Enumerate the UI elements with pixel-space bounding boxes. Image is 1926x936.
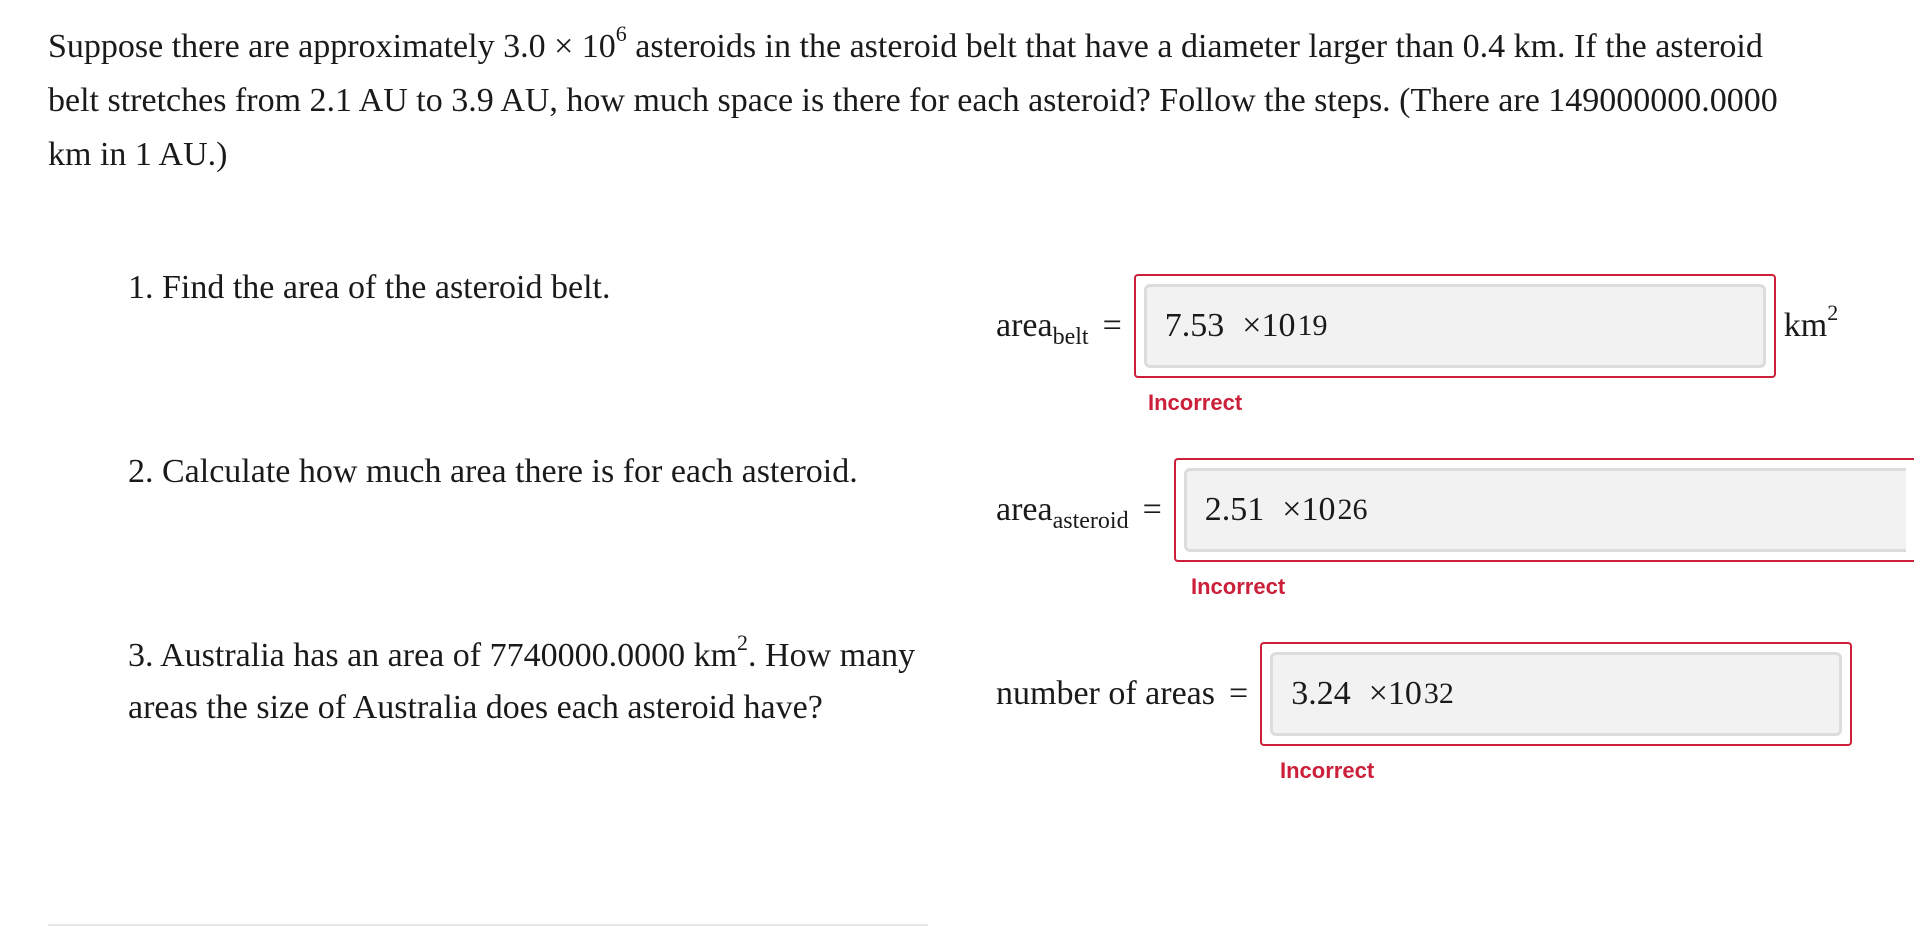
step-3-answer-input[interactable]: 3.24 ×10 32 [1270, 652, 1842, 736]
step-1-label-main: area [996, 307, 1053, 344]
step-2-feedback: Incorrect [1191, 574, 1286, 599]
step-3-equals: = [1229, 675, 1249, 712]
step-2-answer-row [996, 458, 1914, 562]
step-1-text: 1. Find the area of the asteroid belt. [128, 269, 611, 306]
step-2-label-main: area [996, 491, 1053, 528]
step-1-times-ten: ×10 [1242, 307, 1296, 344]
step-1-answer-box [1134, 274, 1776, 378]
step-1-label [996, 307, 1089, 350]
step-1-equals: = [1102, 307, 1122, 344]
step-2-times-ten: ×10 [1282, 491, 1336, 528]
step-1-answer-input[interactable]: 7.53 ×10 19 [1144, 284, 1766, 368]
problem-text-part1: Suppose there are approximately 3.0 × 10 [48, 28, 616, 65]
step-1-unit-exp: 2 [1827, 300, 1839, 325]
step-3-text-b: . How many areas the size of Australia does each asteroid have? [128, 637, 916, 726]
step-2-answer-box [1174, 458, 1914, 562]
step-3-text-exp: 2 [737, 630, 749, 655]
step-2-text: 2. Calculate how much area there is for each asteroid. [128, 453, 858, 490]
step-3-mantissa: 3.24 [1291, 675, 1351, 712]
step-2-answer-input[interactable]: 2.51 ×10 26 [1184, 468, 1906, 552]
problem-text-part2: asteroids in the asteroid belt that have a diameter larger than 0.4 km. If the asteroid belt stretches from 2.1 AU to 3.9 AU, how much space is there for each asteroid? Follow the steps. (There are 149000000.0000 km in 1 AU.) [48, 28, 1778, 173]
step-1-answer-row [996, 274, 1838, 378]
step-2-label-sub: asteroid [1052, 508, 1129, 534]
step-1-feedback: Incorrect [1148, 390, 1243, 415]
section-divider [48, 924, 928, 926]
step-3-text [128, 630, 928, 734]
problem-exponent: 6 [615, 21, 627, 46]
step-3-answer-box [1260, 642, 1852, 746]
step-3-feedback: Incorrect [1280, 758, 1375, 783]
step-1-label-sub: belt [1052, 324, 1089, 350]
step-3-text-a: 3. Australia has an area of 7740000.0000 km [128, 637, 738, 674]
step-2-mantissa: 2.51 [1204, 491, 1265, 528]
step-2-label [996, 491, 1129, 534]
step-1-unit [1783, 300, 1839, 345]
step-2-equals: = [1142, 491, 1162, 528]
step-1-unit-base: km [1783, 307, 1828, 344]
problem-statement [48, 20, 1778, 182]
step-1-mantissa: 7.53 [1164, 307, 1225, 344]
step-3-answer-row [996, 642, 1852, 746]
step-3-times-ten: ×10 [1368, 675, 1422, 712]
step-3-label: number of areas [996, 675, 1216, 712]
